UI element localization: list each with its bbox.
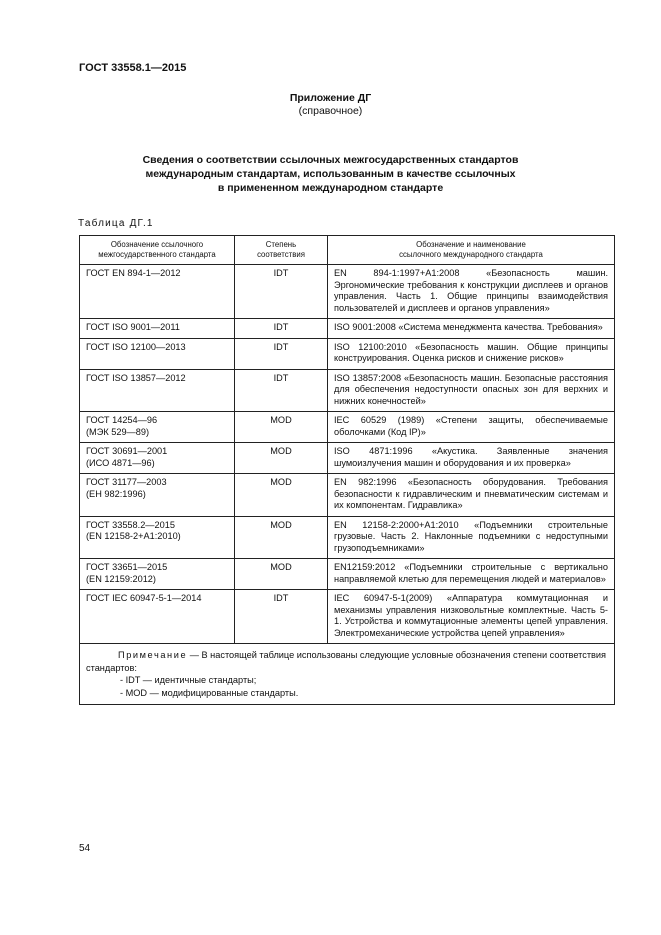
gost-cell — [80, 369, 235, 412]
intl-cell: ISO 12100:2010 «Безопасность машин. Общие принципы конструирования. Оценка рисков и снижение рисков» — [328, 338, 615, 369]
table-row — [80, 590, 615, 644]
degree-cell: IDT — [235, 369, 328, 412]
gost-designation: ГОСТ EN 894-1—2012 — [86, 268, 181, 278]
gost-equivalent: (EN 12159:2012) — [86, 573, 156, 584]
table-row — [80, 369, 615, 412]
header-line: соответствия — [257, 250, 305, 259]
note-text: — В настоящей таблице использованы следующие условные обозначения степени соответствия стандартов: — [86, 650, 607, 673]
heading-line: международным стандартам, использованным в качестве ссылочных — [145, 168, 516, 180]
intl-cell: EN 12158-2:2000+A1:2010 «Подъемники строительные грузовые. Часть 2. Наклонные подъемники с недоступными грузоподъемниками» — [328, 516, 615, 559]
correspondence-table — [79, 235, 615, 705]
gost-cell — [80, 474, 235, 517]
degree-cell: IDT — [235, 265, 328, 319]
gost-designation: ГОСТ ISO 13857—2012 — [86, 372, 186, 383]
header-line: Обозначение и наименование — [416, 240, 526, 249]
gost-designation: ГОСТ 33558.2—2015 — [86, 519, 175, 530]
header-gost — [80, 236, 235, 265]
table-header-row — [80, 236, 615, 265]
table-row — [80, 412, 615, 443]
table-row — [80, 559, 615, 590]
table-caption: Таблица ДГ.1 — [78, 218, 154, 229]
header-international — [328, 236, 615, 265]
degree-cell: MOD — [235, 443, 328, 474]
gost-designation: ГОСТ ISO 12100—2013 — [86, 341, 186, 352]
gost-equivalent: (EN 12158-2+A1:2010) — [86, 531, 181, 541]
gost-cell — [80, 443, 235, 474]
gost-cell — [80, 265, 235, 319]
note-item: - IDT — идентичные стандарты; — [120, 675, 257, 685]
gost-equivalent: (ЕН 982:1996) — [86, 488, 146, 499]
degree-cell: MOD — [235, 516, 328, 559]
gost-designation: ГОСТ IEC 60947-5-1—2014 — [86, 593, 202, 603]
heading-line: в примененном международном стандарте — [217, 182, 444, 194]
gost-cell — [80, 412, 235, 443]
intl-cell: ISO 9001:2008 «Система менеджмента качества. Требования» — [328, 319, 615, 339]
standard-designation: ГОСТ 33558.1—2015 — [79, 62, 187, 74]
header-line: межгосударственного стандарта — [98, 250, 216, 259]
intl-cell: IEC 60529 (1989) «Степени защиты, обеспечиваемые оболочками (Код IP)» — [328, 412, 615, 443]
intl-cell: EN12159:2012 «Подъемники строительные с вертикально направляемой клетью для перемещения людей и материалов» — [328, 559, 615, 590]
gost-designation: ГОСТ 14254—96 — [86, 415, 158, 425]
table-row — [80, 265, 615, 319]
note-paragraph — [86, 649, 608, 674]
degree-cell: MOD — [235, 412, 328, 443]
degree-cell: MOD — [235, 474, 328, 517]
gost-cell — [80, 590, 235, 644]
header-line: Степень — [265, 240, 297, 249]
intl-cell: EN 894-1:1997+A1:2008 «Безопасность машин. Эргономические требования к конструкции дисплеев и органов управления. Часть 1. Общие принципы взаимодействия пользователей и дисплеев и органов управления» — [328, 265, 615, 319]
degree-cell: IDT — [235, 338, 328, 369]
gost-equivalent: (ИСО 4871—96) — [86, 457, 155, 468]
intl-cell: ISO 4871:1996 «Акустика. Заявленные значения шумоизлучения машин и оборудования и их проверка» — [328, 443, 615, 474]
header-line: ссылочного международного стандарта — [399, 250, 543, 259]
gost-cell — [80, 559, 235, 590]
gost-equivalent: (МЭК 529—89) — [86, 426, 150, 437]
header-degree — [235, 236, 328, 265]
degree-cell: MOD — [235, 559, 328, 590]
intl-cell: EN 982:1996 «Безопасность оборудования. Требования безопасности к гидравлическим и пневматическим системам и их компонентам. Гидравлика» — [328, 474, 615, 517]
intl-cell: IEC 60947-5-1(2009) «Аппаратура коммутационная и механизмы управления низковольтные комплектные. Часть 5-1. Устройства и коммутационные элементы цепей управления. Электромеханические устройства цепей управления» — [328, 590, 615, 644]
gost-designation: ГОСТ 31177—2003 — [86, 477, 167, 487]
gost-designation: ГОСТ 33651—2015 — [86, 562, 168, 572]
table-note-row — [80, 644, 615, 705]
annex-subtitle: (справочное) — [298, 105, 363, 117]
gost-designation: ГОСТ ISO 9001—2011 — [86, 322, 180, 332]
table-note — [80, 644, 615, 705]
section-heading — [0, 153, 661, 195]
degree-cell: IDT — [235, 319, 328, 339]
table-row — [80, 474, 615, 517]
header-line: Обозначение ссылочного — [110, 240, 204, 249]
page-number: 54 — [79, 843, 91, 854]
table-row — [80, 319, 615, 339]
gost-cell — [80, 319, 235, 339]
gost-cell — [80, 516, 235, 559]
intl-cell: ISO 13857:2008 «Безопасность машин. Безопасные расстояния для обеспечения недоступности опасных зон для верхних и нижних конечностей» — [328, 369, 615, 412]
heading-line: Сведения о соответствии ссылочных межгосударственных стандартов — [142, 154, 519, 166]
table-row — [80, 443, 615, 474]
gost-cell — [80, 338, 235, 369]
table-row — [80, 338, 615, 369]
gost-designation: ГОСТ 30691—2001 — [86, 446, 168, 456]
degree-cell: IDT — [235, 590, 328, 644]
annex-title: Приложение ДГ — [289, 92, 372, 104]
note-label: Примечание — [118, 650, 188, 660]
table-row — [80, 516, 615, 559]
note-item: - MOD — модифицированные стандарты. — [120, 687, 299, 698]
